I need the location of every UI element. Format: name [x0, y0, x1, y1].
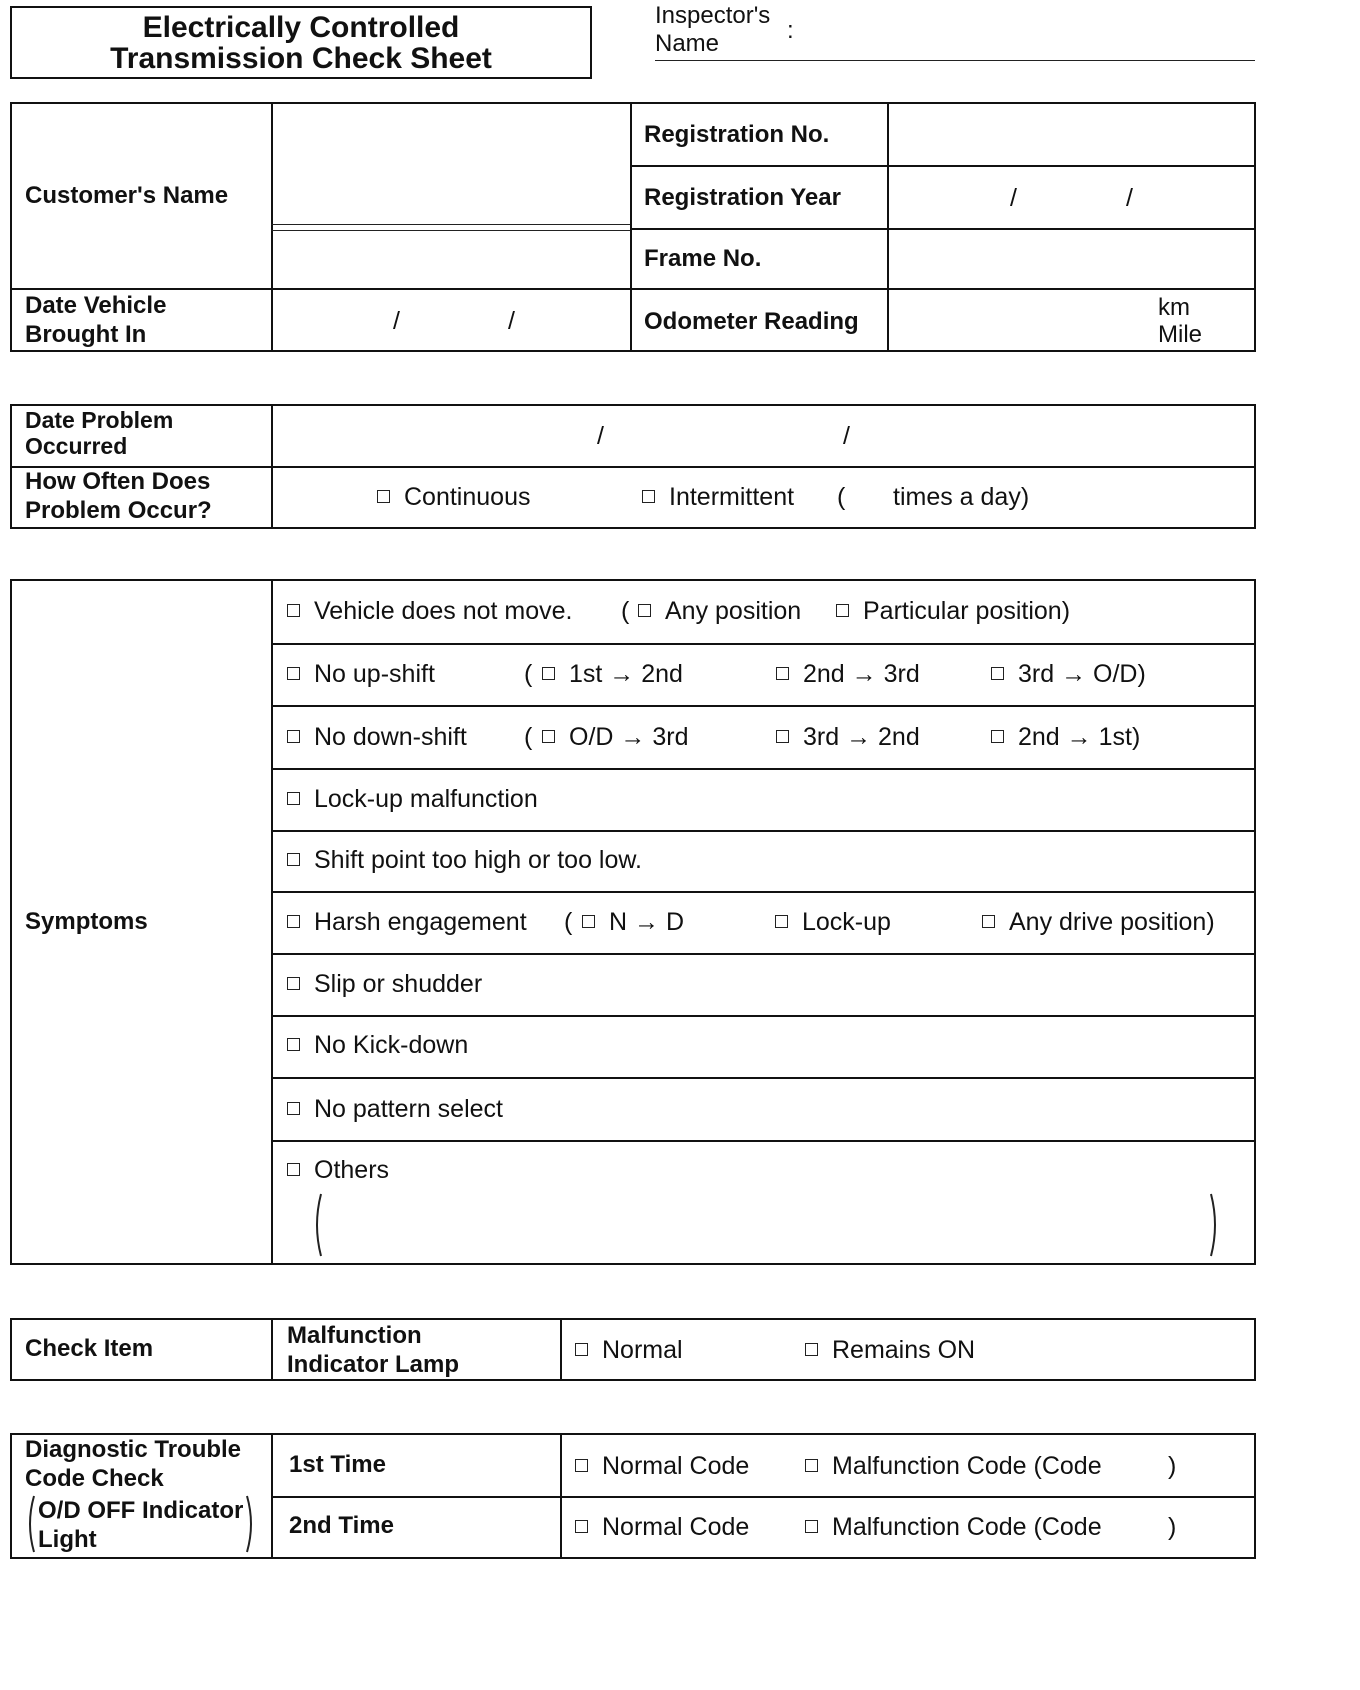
- symptom-open-paren: (: [524, 723, 533, 751]
- dtc-check-label: [25, 1435, 241, 1493]
- checkbox-icon[interactable]: [775, 915, 788, 928]
- checkbox-icon[interactable]: [805, 1343, 818, 1356]
- intermittent-open-paren: (: [837, 483, 846, 511]
- symptom-lock-up-malfunction[interactable]: Lock-up malfunction: [287, 784, 538, 814]
- date-problem-sep-2: /: [843, 422, 850, 450]
- checkbox-icon[interactable]: [287, 792, 300, 805]
- customer-name-field[interactable]: [273, 104, 628, 222]
- checkbox-icon[interactable]: [836, 604, 849, 617]
- harsh-any-drive-option[interactable]: Any drive position): [982, 907, 1215, 937]
- mil-remains-on-option[interactable]: Remains ON: [805, 1335, 975, 1365]
- times-a-day-label: times a day): [893, 483, 1030, 511]
- downshift-3rd-2nd-option[interactable]: 3rd → 2nd: [776, 722, 920, 752]
- checkbox-icon[interactable]: [287, 1102, 300, 1115]
- checkbox-icon[interactable]: [287, 667, 300, 680]
- odometer-units: [1158, 294, 1202, 348]
- second-code-close-paren: ): [1168, 1513, 1177, 1541]
- registration-year-sep-2: /: [1126, 184, 1133, 212]
- unit-mile: Mile: [1158, 321, 1203, 348]
- inspector-colon: :: [787, 17, 794, 44]
- od-off-close-bracket: [245, 1494, 257, 1554]
- checkbox-icon[interactable]: [287, 730, 300, 743]
- page-title: [10, 12, 592, 74]
- checkbox-icon[interactable]: [991, 667, 1004, 680]
- symptom-no-kick-down[interactable]: No Kick-down: [287, 1030, 468, 1060]
- downshift-2nd-1st-option[interactable]: 2nd → 1st): [991, 722, 1140, 752]
- continuous-option[interactable]: Continuous: [377, 482, 530, 512]
- date-problem-line-1: Date Problem: [25, 407, 174, 433]
- particular-position-option[interactable]: Particular position): [836, 596, 1070, 626]
- first-malfunction-code-option[interactable]: Malfunction Code (Code: [805, 1451, 1102, 1481]
- symptom-no-pattern-select[interactable]: No pattern select: [287, 1094, 503, 1124]
- date-brought-sep-2: /: [508, 307, 515, 335]
- inspector-label-line-1: Inspector's: [655, 2, 771, 29]
- symptom-open-paren: (: [524, 660, 533, 688]
- symptom-others[interactable]: Others: [287, 1155, 389, 1185]
- dtc-line-3: O/D OFF Indicator: [38, 1497, 244, 1524]
- od-off-indicator-label: [38, 1496, 243, 1554]
- checkbox-icon[interactable]: [776, 667, 789, 680]
- checkbox-icon[interactable]: [776, 730, 789, 743]
- checkbox-icon[interactable]: [575, 1343, 588, 1356]
- checkbox-icon[interactable]: [982, 915, 995, 928]
- frame-no-label: Frame No.: [644, 245, 762, 272]
- first-code-close-paren: ): [1168, 1452, 1177, 1480]
- intermittent-option[interactable]: Intermittent: [642, 482, 794, 512]
- harsh-lock-up-option[interactable]: Lock-up: [775, 907, 891, 937]
- first-time-label: 1st Time: [289, 1451, 386, 1478]
- dtc-line-2: Code Check: [25, 1465, 164, 1492]
- frame-no-field[interactable]: [889, 230, 1254, 287]
- checkbox-icon[interactable]: [991, 730, 1004, 743]
- registration-no-field[interactable]: [889, 104, 1254, 164]
- checkbox-icon[interactable]: [575, 1520, 588, 1533]
- malfunction-indicator-lamp-label: [287, 1321, 459, 1379]
- dtc-line-1: Diagnostic Trouble: [25, 1436, 242, 1463]
- second-time-label: 2nd Time: [289, 1512, 394, 1539]
- first-normal-code-option[interactable]: Normal Code: [575, 1451, 749, 1481]
- symptom-harsh-engagement[interactable]: Harsh engagement: [287, 907, 527, 937]
- dtc-line-4: Light: [38, 1526, 97, 1553]
- registration-year-label: Registration Year: [644, 184, 841, 211]
- how-often-label: [25, 467, 212, 525]
- checkbox-icon[interactable]: [287, 977, 300, 990]
- date-problem-label: [25, 407, 173, 459]
- title-line-2: Transmission Check Sheet: [110, 42, 492, 75]
- checkbox-icon[interactable]: [287, 1038, 300, 1051]
- upshift-3rd-od-option[interactable]: 3rd → O/D): [991, 659, 1146, 689]
- date-brought-in-line-2: Brought In: [25, 321, 147, 348]
- checkbox-icon[interactable]: [377, 490, 390, 503]
- others-detail-field[interactable]: [326, 1194, 1204, 1256]
- od-off-open-bracket: [24, 1494, 36, 1554]
- how-often-line-2: Problem Occur?: [25, 497, 212, 524]
- date-brought-in-label: [25, 291, 166, 349]
- symptoms-label: Symptoms: [25, 908, 148, 935]
- checkbox-icon[interactable]: [287, 604, 300, 617]
- symptom-no-up-shift[interactable]: No up-shift: [287, 659, 435, 689]
- checkbox-icon[interactable]: [287, 1163, 300, 1176]
- checkbox-icon[interactable]: [287, 853, 300, 866]
- upshift-2nd-3rd-option[interactable]: 2nd → 3rd: [776, 659, 920, 689]
- inspector-name-field[interactable]: [655, 60, 1255, 61]
- mil-normal-option[interactable]: Normal: [575, 1335, 683, 1365]
- checkbox-icon[interactable]: [542, 667, 555, 680]
- inspector-label: [655, 2, 770, 58]
- date-brought-sep-1: /: [393, 307, 400, 335]
- inspector-label-line-2: Name: [655, 30, 720, 57]
- symptom-vehicle-not-move[interactable]: Vehicle does not move.: [287, 596, 573, 626]
- symptom-shift-point[interactable]: Shift point too high or too low.: [287, 845, 642, 875]
- others-close-bracket: [1208, 1192, 1222, 1258]
- symptom-open-paren: (: [621, 597, 630, 625]
- checkbox-icon[interactable]: [575, 1459, 588, 1472]
- mil-line-1: Malfunction: [287, 1322, 422, 1349]
- unit-km: km: [1158, 294, 1190, 321]
- downshift-od-3rd-option[interactable]: O/D → 3rd: [542, 722, 688, 752]
- title-line-1: Electrically Controlled: [142, 11, 460, 44]
- harsh-n-d-option[interactable]: N → D: [582, 907, 684, 937]
- date-brought-in-line-1: Date Vehicle: [25, 292, 167, 319]
- second-malfunction-code-option[interactable]: Malfunction Code (Code: [805, 1512, 1102, 1542]
- any-position-option[interactable]: Any position: [638, 596, 801, 626]
- checkbox-icon[interactable]: [638, 604, 651, 617]
- checkbox-icon[interactable]: [805, 1520, 818, 1533]
- symptom-slip-shudder[interactable]: Slip or shudder: [287, 969, 482, 999]
- checkbox-icon[interactable]: [542, 730, 555, 743]
- registration-no-label: Registration No.: [644, 121, 830, 148]
- checkbox-icon[interactable]: [582, 915, 595, 928]
- checkbox-icon[interactable]: [642, 490, 655, 503]
- date-problem-sep-1: /: [597, 422, 604, 450]
- mil-line-2: Indicator Lamp: [287, 1351, 460, 1378]
- checkbox-icon[interactable]: [805, 1459, 818, 1472]
- registration-year-sep-1: /: [1010, 184, 1017, 212]
- how-often-line-1: How Often Does: [25, 468, 211, 495]
- check-item-label: Check Item: [25, 1335, 154, 1362]
- odometer-label: Odometer Reading: [644, 308, 859, 335]
- second-normal-code-option[interactable]: Normal Code: [575, 1512, 749, 1542]
- others-open-bracket: [310, 1192, 324, 1258]
- symptom-open-paren: (: [564, 908, 573, 936]
- checkbox-icon[interactable]: [287, 915, 300, 928]
- odometer-field[interactable]: [889, 290, 1149, 350]
- symptom-no-down-shift[interactable]: No down-shift: [287, 722, 467, 752]
- customer-name-label: Customer's Name: [25, 182, 229, 209]
- date-problem-line-2: Occurred: [25, 433, 128, 459]
- upshift-1st-2nd-option[interactable]: 1st → 2nd: [542, 659, 683, 689]
